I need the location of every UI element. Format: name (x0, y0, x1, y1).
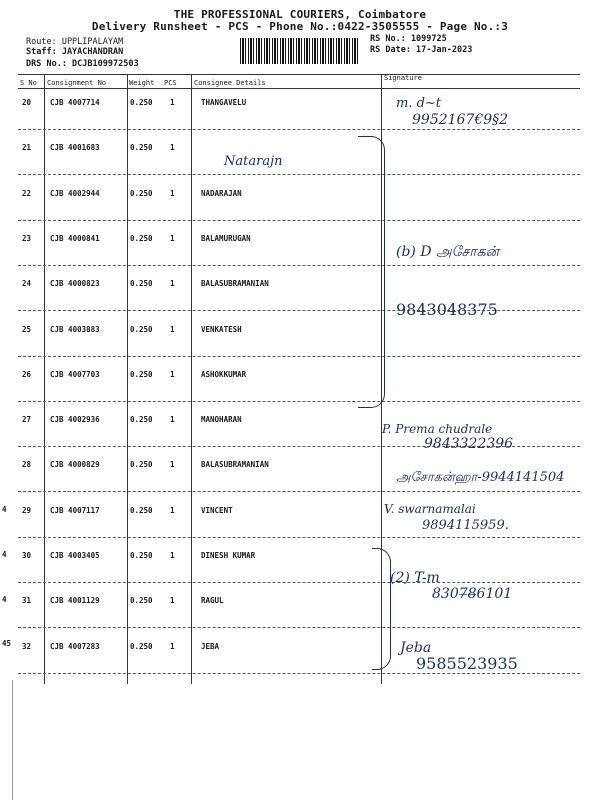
cell-consignment: CJB 4007117 (50, 506, 100, 515)
cell-consignee: RAGUL (201, 596, 224, 605)
cell-pcs: 1 (170, 234, 175, 243)
col-weight: Weight (129, 79, 155, 87)
handwritten-name: Jeba (400, 640, 432, 656)
handwritten-phone: 9894115959. (422, 518, 509, 533)
cell-consignment: CJB 4000823 (50, 279, 100, 288)
cell-weight: 0.250 (130, 325, 153, 334)
cell-sno: 24 (22, 279, 32, 288)
margin-number: 4 (2, 505, 7, 514)
rs-date: RS Date: 17-Jan-2023 (370, 45, 473, 55)
cell-weight: 0.250 (130, 506, 153, 515)
col-pcs: PCS (164, 79, 177, 87)
row-separator (18, 627, 580, 628)
handwritten-name: P. Prema chudrale (382, 422, 493, 436)
column-divider (44, 74, 45, 684)
route-label: Route: UPPLIPALAYAM (26, 37, 124, 47)
cell-sno: 32 (22, 642, 32, 651)
row-separator (18, 491, 580, 492)
cell-consignee: BALASUBRAMANIAN (201, 279, 269, 288)
cell-sno: 26 (22, 370, 32, 379)
cell-weight: 0.250 (130, 415, 153, 424)
cell-weight: 0.250 (130, 596, 153, 605)
cell-consignee: MANOHARAN (201, 415, 242, 424)
cell-weight: 0.250 (130, 98, 153, 107)
cell-sno: 23 (22, 234, 32, 243)
cell-pcs: 1 (170, 98, 175, 107)
column-divider (127, 74, 128, 684)
col-consignee: Consignee Details (194, 79, 266, 87)
handwritten-phone: 9843048375 (396, 300, 498, 319)
cell-pcs: 1 (170, 551, 175, 560)
staff-label: Staff: JAYACHANDRAN (26, 47, 124, 57)
cell-sno: 28 (22, 460, 32, 469)
row-separator (18, 673, 580, 674)
cell-sno: 29 (22, 506, 32, 515)
cell-pcs: 1 (170, 279, 175, 288)
cell-sno: 30 (22, 551, 32, 560)
table-top-rule (18, 74, 580, 75)
cell-pcs: 1 (170, 642, 175, 651)
cell-consignment: CJB 4001129 (50, 596, 100, 605)
cell-consignment: CJB 4003883 (50, 325, 100, 334)
handwritten-signature: அசோகன்ஹா-9944141504 (396, 470, 565, 485)
cell-consignment: CJB 4000829 (50, 460, 100, 469)
handwritten-phone: 8307̶8̶6101 (432, 586, 513, 602)
cell-consignee: THANGAVELU (201, 98, 247, 107)
row-separator (18, 356, 580, 357)
col-signature: Signature (384, 74, 422, 82)
cell-pcs: 1 (170, 143, 175, 152)
row-separator (18, 220, 580, 221)
cell-weight: 0.250 (130, 551, 153, 560)
cell-consignee: JEBA (201, 642, 220, 651)
row-separator (18, 174, 580, 175)
cell-sno: 22 (22, 189, 32, 198)
column-divider (191, 74, 192, 684)
cell-pcs: 1 (170, 415, 175, 424)
barcode (240, 38, 360, 64)
handwritten-phone: 9952167€9§2 (412, 112, 509, 128)
cell-weight: 0.250 (130, 460, 153, 469)
cell-pcs: 1 (170, 325, 175, 334)
cell-consignee: VENKATESH (201, 325, 242, 334)
cell-consignment: CJB 4002944 (50, 189, 100, 198)
margin-number: 4 (2, 595, 7, 604)
cell-consignment: CJB 4000841 (50, 234, 100, 243)
handwritten-phone: 9585523935 (416, 654, 518, 673)
cell-weight: 0.250 (130, 370, 153, 379)
cell-weight: 0.250 (130, 234, 153, 243)
handwritten-brace (358, 136, 385, 408)
company-title: THE PROFESSIONAL COURIERS, Coimbatore (173, 8, 427, 21)
cell-sno: 25 (22, 325, 32, 334)
cell-consignment: CJB 4007703 (50, 370, 100, 379)
scan-edge (12, 680, 13, 800)
row-separator (18, 265, 580, 266)
col-sno: S No (20, 79, 37, 87)
cell-weight: 0.250 (130, 642, 153, 651)
cell-consignee: BALASUBRAMANIAN (201, 460, 269, 469)
header-bottom-rule (18, 88, 580, 89)
handwritten-signature: (2) T-m (390, 570, 440, 586)
handwritten-signature: (b) D அசோகன் (396, 244, 500, 260)
rs-number: RS No.: 1099725 (370, 34, 447, 44)
drs-number: DRS No.: DCJB109972503 (26, 59, 139, 69)
cell-pcs: 1 (170, 596, 175, 605)
cell-consignment: CJB 4002936 (50, 415, 100, 424)
cell-pcs: 1 (170, 370, 175, 379)
row-separator (18, 582, 580, 583)
cell-consignee: ASHOKKUMAR (201, 370, 247, 379)
handwritten-name: Natarajn (224, 154, 283, 169)
cell-consignment: CJB 4001683 (50, 143, 100, 152)
cell-weight: 0.250 (130, 189, 153, 198)
cell-sno: 27 (22, 415, 32, 424)
cell-consignee: VINCENT (201, 506, 233, 515)
cell-consignment: CJB 4003405 (50, 551, 100, 560)
cell-pcs: 1 (170, 189, 175, 198)
row-separator (18, 537, 580, 538)
cell-pcs: 1 (170, 460, 175, 469)
cell-sno: 21 (22, 143, 32, 152)
cell-consignment: CJB 4007714 (50, 98, 100, 107)
handwritten-brace (372, 548, 391, 670)
row-separator (18, 401, 580, 402)
cell-sno: 31 (22, 596, 32, 605)
cell-consignment: CJB 4007283 (50, 642, 100, 651)
cell-consignee: BALAMURUGAN (201, 234, 251, 243)
cell-consignee: NADARAJAN (201, 189, 242, 198)
cell-consignee: DINESH KUMAR (201, 551, 256, 560)
cell-weight: 0.250 (130, 143, 153, 152)
cell-pcs: 1 (170, 506, 175, 515)
runsheet-subtitle: Delivery Runsheet - PCS - Phone No.:0422-3505555 - Page No.:3 (91, 20, 509, 33)
cell-weight: 0.250 (130, 279, 153, 288)
handwritten-phone: 9843322396 (424, 436, 514, 452)
margin-number: 45 (2, 639, 12, 648)
handwritten-signature: m. d~t (396, 96, 442, 111)
handwritten-name: V. swarnamalai (384, 502, 476, 516)
col-consignment: Consignment No (47, 79, 107, 87)
cell-sno: 20 (22, 98, 32, 107)
margin-number: 4 (2, 550, 7, 559)
row-separator (18, 129, 580, 130)
